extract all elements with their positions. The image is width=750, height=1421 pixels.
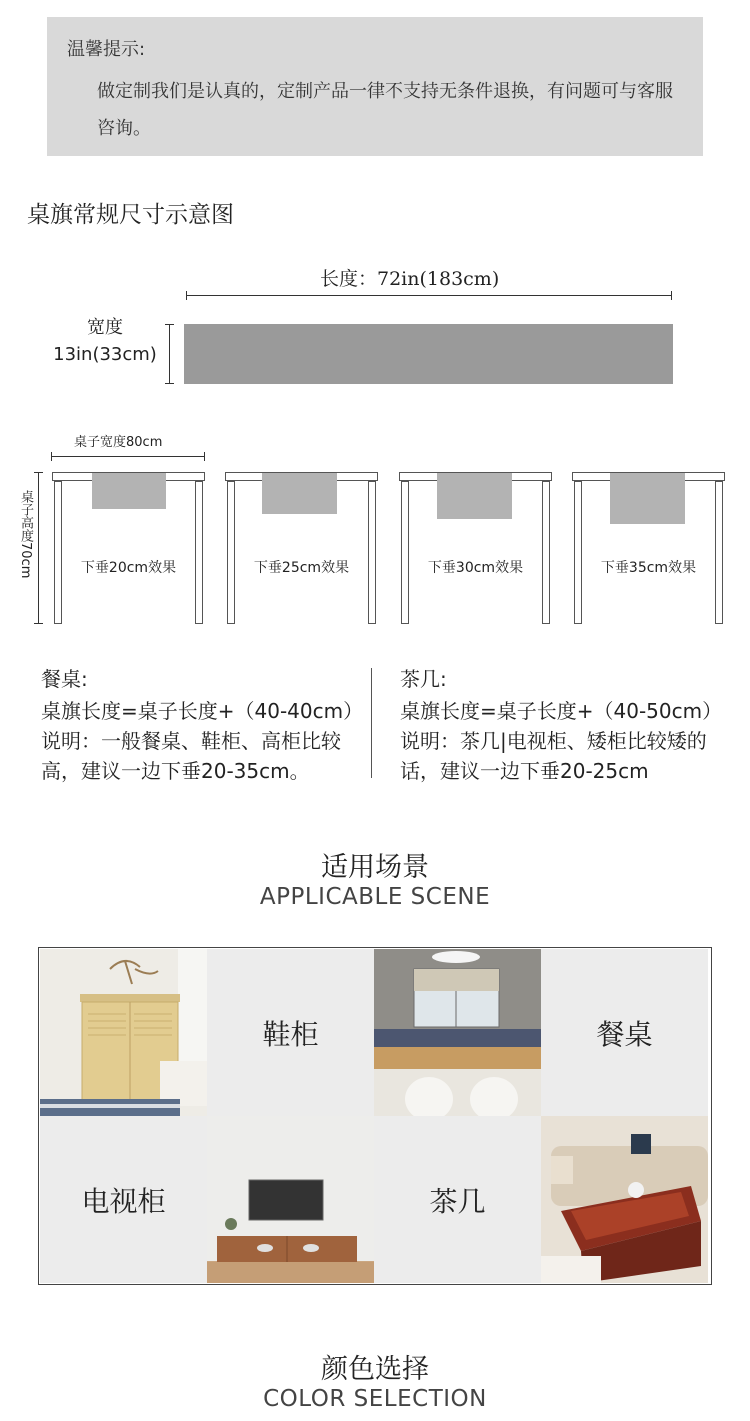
table-height-line <box>38 472 39 624</box>
dining-title: 餐桌: <box>41 667 88 691</box>
coffee-recommendation <box>400 664 723 786</box>
dining-note: 说明：一般餐桌、鞋柜、高柜比较高，建议一边下垂20-35cm。 <box>41 729 341 783</box>
runner-drape <box>262 473 337 514</box>
dining-recommendation <box>41 664 364 786</box>
table-runner-shape <box>184 324 673 384</box>
table-leg <box>715 481 723 624</box>
dining-room-photo <box>374 949 541 1116</box>
drape-caption: 下垂25cm效果 <box>253 560 350 576</box>
scene-grid <box>38 947 712 1285</box>
size-diagram-heading: 桌旗常规尺寸示意图 <box>27 202 234 228</box>
coffee-formula: 桌旗长度=桌子长度+（40-50cm） <box>400 699 723 723</box>
scene-title-en: APPLICABLE SCENE <box>259 884 491 910</box>
runner-drape <box>92 473 166 509</box>
shoe-cabinet-photo <box>40 949 207 1116</box>
scene-label-tv-cabinet: 电视柜 <box>40 1116 207 1283</box>
notice-title: 温馨提示: <box>67 39 146 60</box>
table-leg <box>368 481 376 624</box>
coffee-note: 说明：茶几|电视柜、矮柜比较矮的话，建议一边下垂20-25cm <box>400 729 707 783</box>
table-leg <box>574 481 582 624</box>
column-divider <box>371 668 372 778</box>
table-leg <box>401 481 409 624</box>
table-leg <box>542 481 550 624</box>
table-drape-20 <box>52 472 205 624</box>
notice-box <box>47 17 703 156</box>
runner-drape <box>610 473 685 524</box>
notice-body: 做定制我们是认真的，定制产品一律不支持无条件退换，有问题可与客服咨询。 <box>97 81 673 139</box>
length-label: 长度：72in(183cm) <box>320 268 500 290</box>
scene-label-shoe-cabinet: 鞋柜 <box>207 949 374 1116</box>
coffee-title: 茶几: <box>400 667 447 691</box>
drape-caption: 下垂35cm效果 <box>600 560 697 576</box>
table-leg <box>227 481 235 624</box>
table-leg <box>195 481 203 624</box>
runner-drape <box>437 473 512 519</box>
length-dimension-line <box>186 295 672 296</box>
table-drape-30 <box>399 472 552 624</box>
table-height-label: 桌子高度70cm <box>18 490 33 579</box>
table-drape-35 <box>572 472 725 624</box>
width-label-value: 13in(33cm) <box>53 344 157 365</box>
drape-caption: 下垂20cm效果 <box>80 560 177 576</box>
width-label-title: 宽度 <box>87 317 123 338</box>
table-drape-25 <box>225 472 378 624</box>
scene-label-coffee-table: 茶几 <box>374 1116 541 1283</box>
drape-caption: 下垂30cm效果 <box>427 560 524 576</box>
table-leg <box>54 481 62 624</box>
table-width-line <box>51 456 205 457</box>
coffee-table-photo <box>541 1116 708 1283</box>
scene-title-cn: 适用场景 <box>321 852 429 883</box>
dining-formula: 桌旗长度=桌子长度+（40-40cm） <box>41 699 364 723</box>
tv-cabinet-photo <box>207 1116 374 1283</box>
width-label <box>48 314 162 368</box>
color-title-en: COLOR SELECTION <box>263 1386 487 1412</box>
table-width-label: 桌子宽度80cm <box>74 435 163 450</box>
width-dimension-line <box>169 324 170 384</box>
scene-label-dining-table: 餐桌 <box>541 949 708 1116</box>
color-title-cn: 颜色选择 <box>321 1354 429 1385</box>
